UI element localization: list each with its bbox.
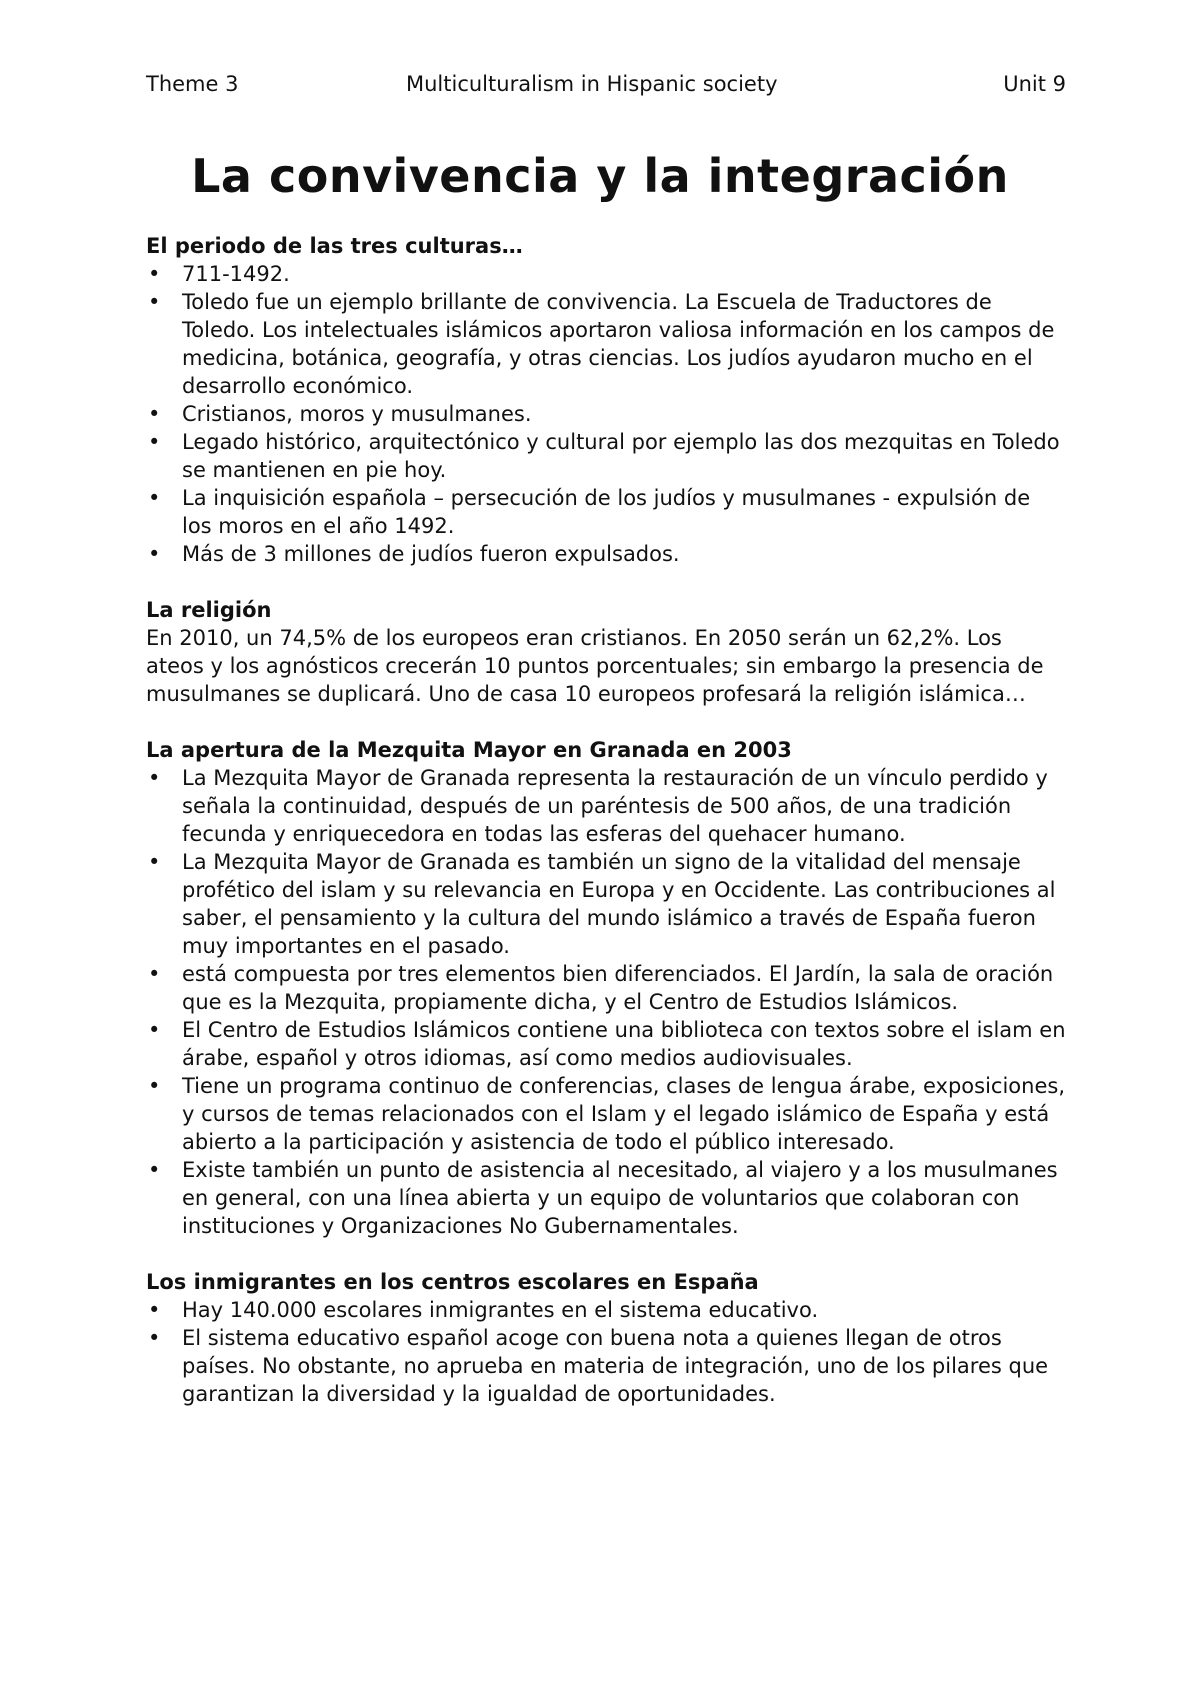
section-heading: Los inmigrantes en los centros escolares en España [146,1270,759,1294]
spacer [146,568,1066,596]
list-item: • El sistema educativo español acoge con buena nota a quienes llegan de otros países. No obstante, no aprueba en materia de integración, uno de los pilares que garantizan la diversidad y la igualdad de oportunidades. [146,1324,1066,1408]
bullet-list [146,764,1066,1240]
section-heading: La religión [146,598,272,622]
section-paragraph: En 2010, un 74,5% de los europeos eran cristianos. En 2050 serán un 62,2%. Los ateos y los agnósticos crecerán 10 puntos porcentuales; sin embargo la presencia de musulmanes se duplicará. Uno de casa 10 europeos profesará la religión islámica… [146,626,1044,706]
header-unit: Unit 9 [1003,72,1066,96]
list-item: • Más de 3 millones de judíos fueron expulsados. [146,540,1066,568]
page-title: La convivencia y la integración [191,149,1009,203]
section-heading: La apertura de la Mezquita Mayor en Granada en 2003 [146,738,792,762]
list-item: • Hay 140.000 escolares inmigrantes en el sistema educativo. [146,1296,1066,1324]
page-header [146,72,1066,102]
list-item: • La Mezquita Mayor de Granada representa la restauración de un vínculo perdido y señala la continuidad, después de un paréntesis de 500 años, de una tradición fecunda y enriquecedora en todas las esferas del quehacer humano. [146,764,1066,848]
list-item: • Legado histórico, arquitectónico y cultural por ejemplo las dos mezquitas en Toledo se mantienen en pie hoy. [146,428,1066,484]
list-item: • Tiene un programa continuo de conferencias, clases de lengua árabe, exposiciones, y cursos de temas relacionados con el Islam y el legado islámico de España y está abierto a la participación y asistencia de todo el público interesado. [146,1072,1066,1156]
list-item: • La inquisición española – persecución de los judíos y musulmanes - expulsión de los moros en el año 1492. [146,484,1066,540]
list-item: • 711-1492. [146,260,1066,288]
section-heading: El periodo de las tres culturas… [146,234,523,258]
bullet-list [146,1296,1066,1408]
list-item: • La Mezquita Mayor de Granada es también un signo de la vitalidad del mensaje profético del islam y su relevancia en Europa y en Occidente. Las contribuciones al saber, el pensamiento y la cultura del mundo islámico a través de España fueron muy importantes en el pasado. [146,848,1066,960]
bullet-list [146,260,1066,568]
header-subject: Multiculturalism in Hispanic society [406,72,778,96]
spacer [146,1240,1066,1268]
list-item: • Existe también un punto de asistencia al necesitado, al viajero y a los musulmanes en general, con una línea abierta y un equipo de voluntarios que colaboran con instituciones y Organizaciones No Gubernamentales. [146,1156,1066,1240]
list-item: • El Centro de Estudios Islámicos contiene una biblioteca con textos sobre el islam en árabe, español y otros idiomas, así como medios audiovisuales. [146,1016,1066,1072]
spacer [146,708,1066,736]
document-body [146,232,1066,1408]
list-item: • Toledo fue un ejemplo brillante de convivencia. La Escuela de Traductores de Toledo. Los intelectuales islámicos aportaron valiosa información en los campos de medicina, botánica, geografía, y otras ciencias. Los judíos ayudaron mucho en el desarrollo económico. [146,288,1066,400]
list-item: • Cristianos, moros y musulmanes. [146,400,1066,428]
list-item: • está compuesta por tres elementos bien diferenciados. El Jardín, la sala de oración que es la Mezquita, propiamente dicha, y el Centro de Estudios Islámicos. [146,960,1066,1016]
header-theme: Theme 3 [146,72,239,96]
